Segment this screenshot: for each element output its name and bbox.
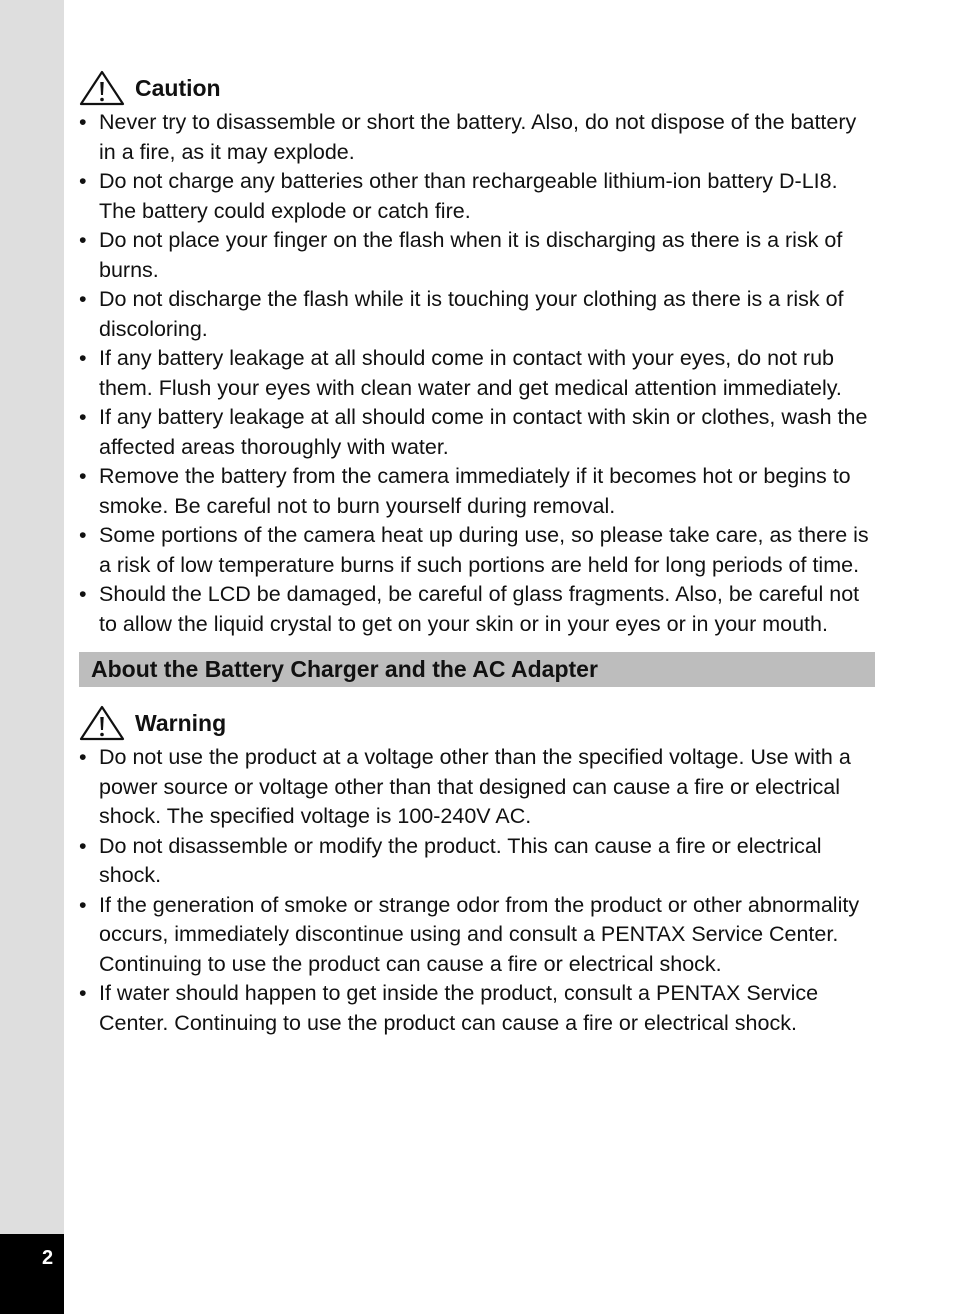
warning-heading xyxy=(79,705,875,741)
caution-list xyxy=(79,108,875,639)
list-item: • Remove the battery from the camera immediately if it becomes hot or begins to smoke. Be careful not to burn yourself during removal. xyxy=(79,462,875,521)
list-item: • Should the LCD be damaged, be careful of glass fragments. Also, be careful not to allow the liquid crystal to get on your skin or in your eyes or in your mouth. xyxy=(79,580,875,639)
warning-triangle-icon xyxy=(79,70,125,106)
warning-triangle-icon xyxy=(79,705,125,741)
page-content xyxy=(79,70,875,1038)
caution-heading xyxy=(79,70,875,106)
list-item: • If water should happen to get inside the product, consult a PENTAX Service Center. Continuing to use the product can cause a fire or electrical shock. xyxy=(79,979,875,1038)
list-item: • If the generation of smoke or strange odor from the product or other abnormality occurs, immediately discontinue using and consult a PENTAX Service Center. Continuing to use the product can cause a fire or electrical shock. xyxy=(79,891,875,980)
list-item: • Some portions of the camera heat up during use, so please take care, as there is a risk of low temperature burns if such portions are held for long periods of time. xyxy=(79,521,875,580)
side-margin-strip xyxy=(0,0,64,1314)
warning-heading-text: Warning xyxy=(135,709,227,736)
list-item: • If any battery leakage at all should come in contact with skin or clothes, wash the affected areas thoroughly with water. xyxy=(79,403,875,462)
page-number: 2 xyxy=(42,1247,54,1269)
list-item: • Do not use the product at a voltage other than the specified voltage. Use with a power source or voltage other than that designed can cause a fire or electrical shock. The specified voltage is 100-240V AC. xyxy=(79,743,875,832)
section-title-bar xyxy=(79,652,875,687)
caution-heading-text: Caution xyxy=(135,74,221,101)
list-item: • Do not discharge the flash while it is touching your clothing as there is a risk of discoloring. xyxy=(79,285,875,344)
list-item: • Do not place your finger on the flash when it is discharging as there is a risk of burns. xyxy=(79,226,875,285)
list-item: • Never try to disassemble or short the battery. Also, do not dispose of the battery in a fire, as it may explode. xyxy=(79,108,875,167)
page-number-tab xyxy=(0,1234,64,1314)
list-item: • If any battery leakage at all should come in contact with your eyes, do not rub them. Flush your eyes with clean water and get medical attention immediately. xyxy=(79,344,875,403)
list-item: • Do not disassemble or modify the product. This can cause a fire or electrical shock. xyxy=(79,832,875,891)
list-item: • Do not charge any batteries other than rechargeable lithium-ion battery D-LI8. The battery could explode or catch fire. xyxy=(79,167,875,226)
section-title: About the Battery Charger and the AC Adapter xyxy=(91,656,598,682)
warning-list xyxy=(79,743,875,1038)
